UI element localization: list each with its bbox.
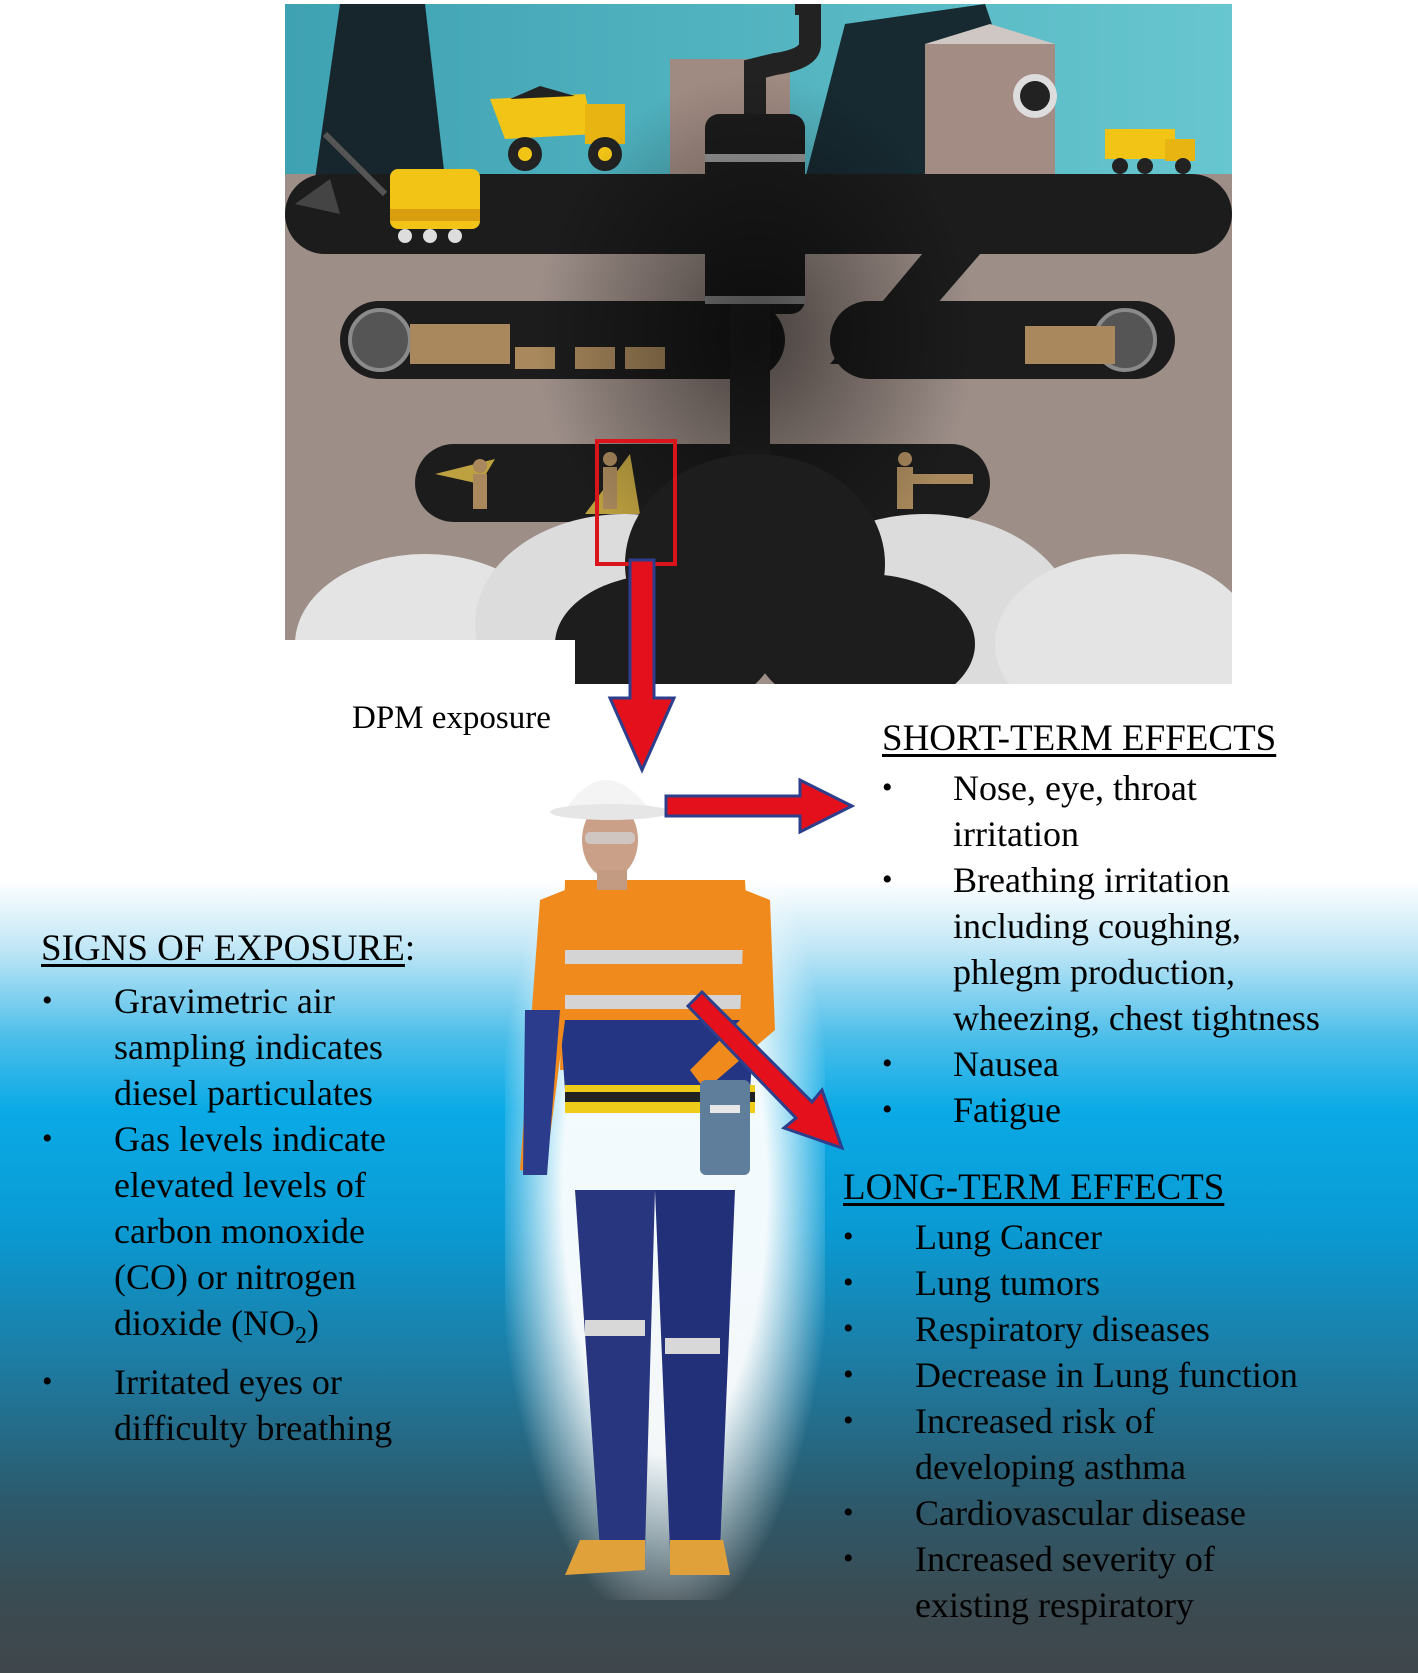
bullet: • [843,1404,854,1437]
list-item: • Lung tumors [843,1260,1403,1306]
bullet: • [42,1122,53,1155]
list-item: • Respiratory diseases [843,1306,1403,1352]
bullet: • [882,1093,893,1126]
miner-worker-figure [505,770,825,1600]
cap-lamp-battery [700,1080,750,1175]
signs-list [42,978,462,1451]
bullet: • [882,1047,893,1080]
long-term-list [843,1214,1403,1628]
bullet: • [882,863,893,896]
bullet: • [882,771,893,804]
bullet: • [843,1496,854,1529]
list-item: • Cardiovascular disease [843,1490,1403,1536]
list-item: • Decrease in Lung function [843,1352,1403,1398]
list-item: • Gravimetric air sampling indicates diesel particulates [42,978,462,1116]
bullet: • [843,1220,854,1253]
list-item: • Nausea [882,1041,1412,1087]
list-item: • Nose, eye, throat irritation [882,765,1412,857]
short-term-heading: SHORT-TERM EFFECTS [882,718,1277,759]
bullet: • [42,984,53,1017]
bullet: • [843,1542,854,1575]
mine-cross-section-illustration [285,4,1232,684]
short-term-list [882,765,1412,1133]
list-item: • Increased risk of developing asthma [843,1398,1403,1490]
list-item: • Gas levels indicate elevated levels of carbon monoxide (CO) or nitrogen dioxide $(NO_2)$ [42,1116,462,1359]
list-item: • Fatigue [882,1087,1412,1133]
list-item: • Lung Cancer [843,1214,1403,1260]
bullet: • [843,1266,854,1299]
safety-glasses [585,832,635,844]
list-item: • Breathing irritation including coughing, phlegm production, wheezing, chest tightness [882,857,1412,1041]
bullet: • [843,1312,854,1345]
long-term-heading: LONG-TERM EFFECTS [843,1167,1225,1208]
bullet: • [42,1365,53,1399]
signs-heading: SIGNS OF EXPOSURE: [41,928,416,969]
bullet: • [843,1358,854,1391]
list-item: • Irritated eyes or difficulty breathing [42,1359,462,1451]
list-item: • Increased severity of existing respiratory [843,1536,1403,1628]
right-boot [670,1540,730,1575]
dpm-exposure-label: DPM exposure [352,700,551,736]
